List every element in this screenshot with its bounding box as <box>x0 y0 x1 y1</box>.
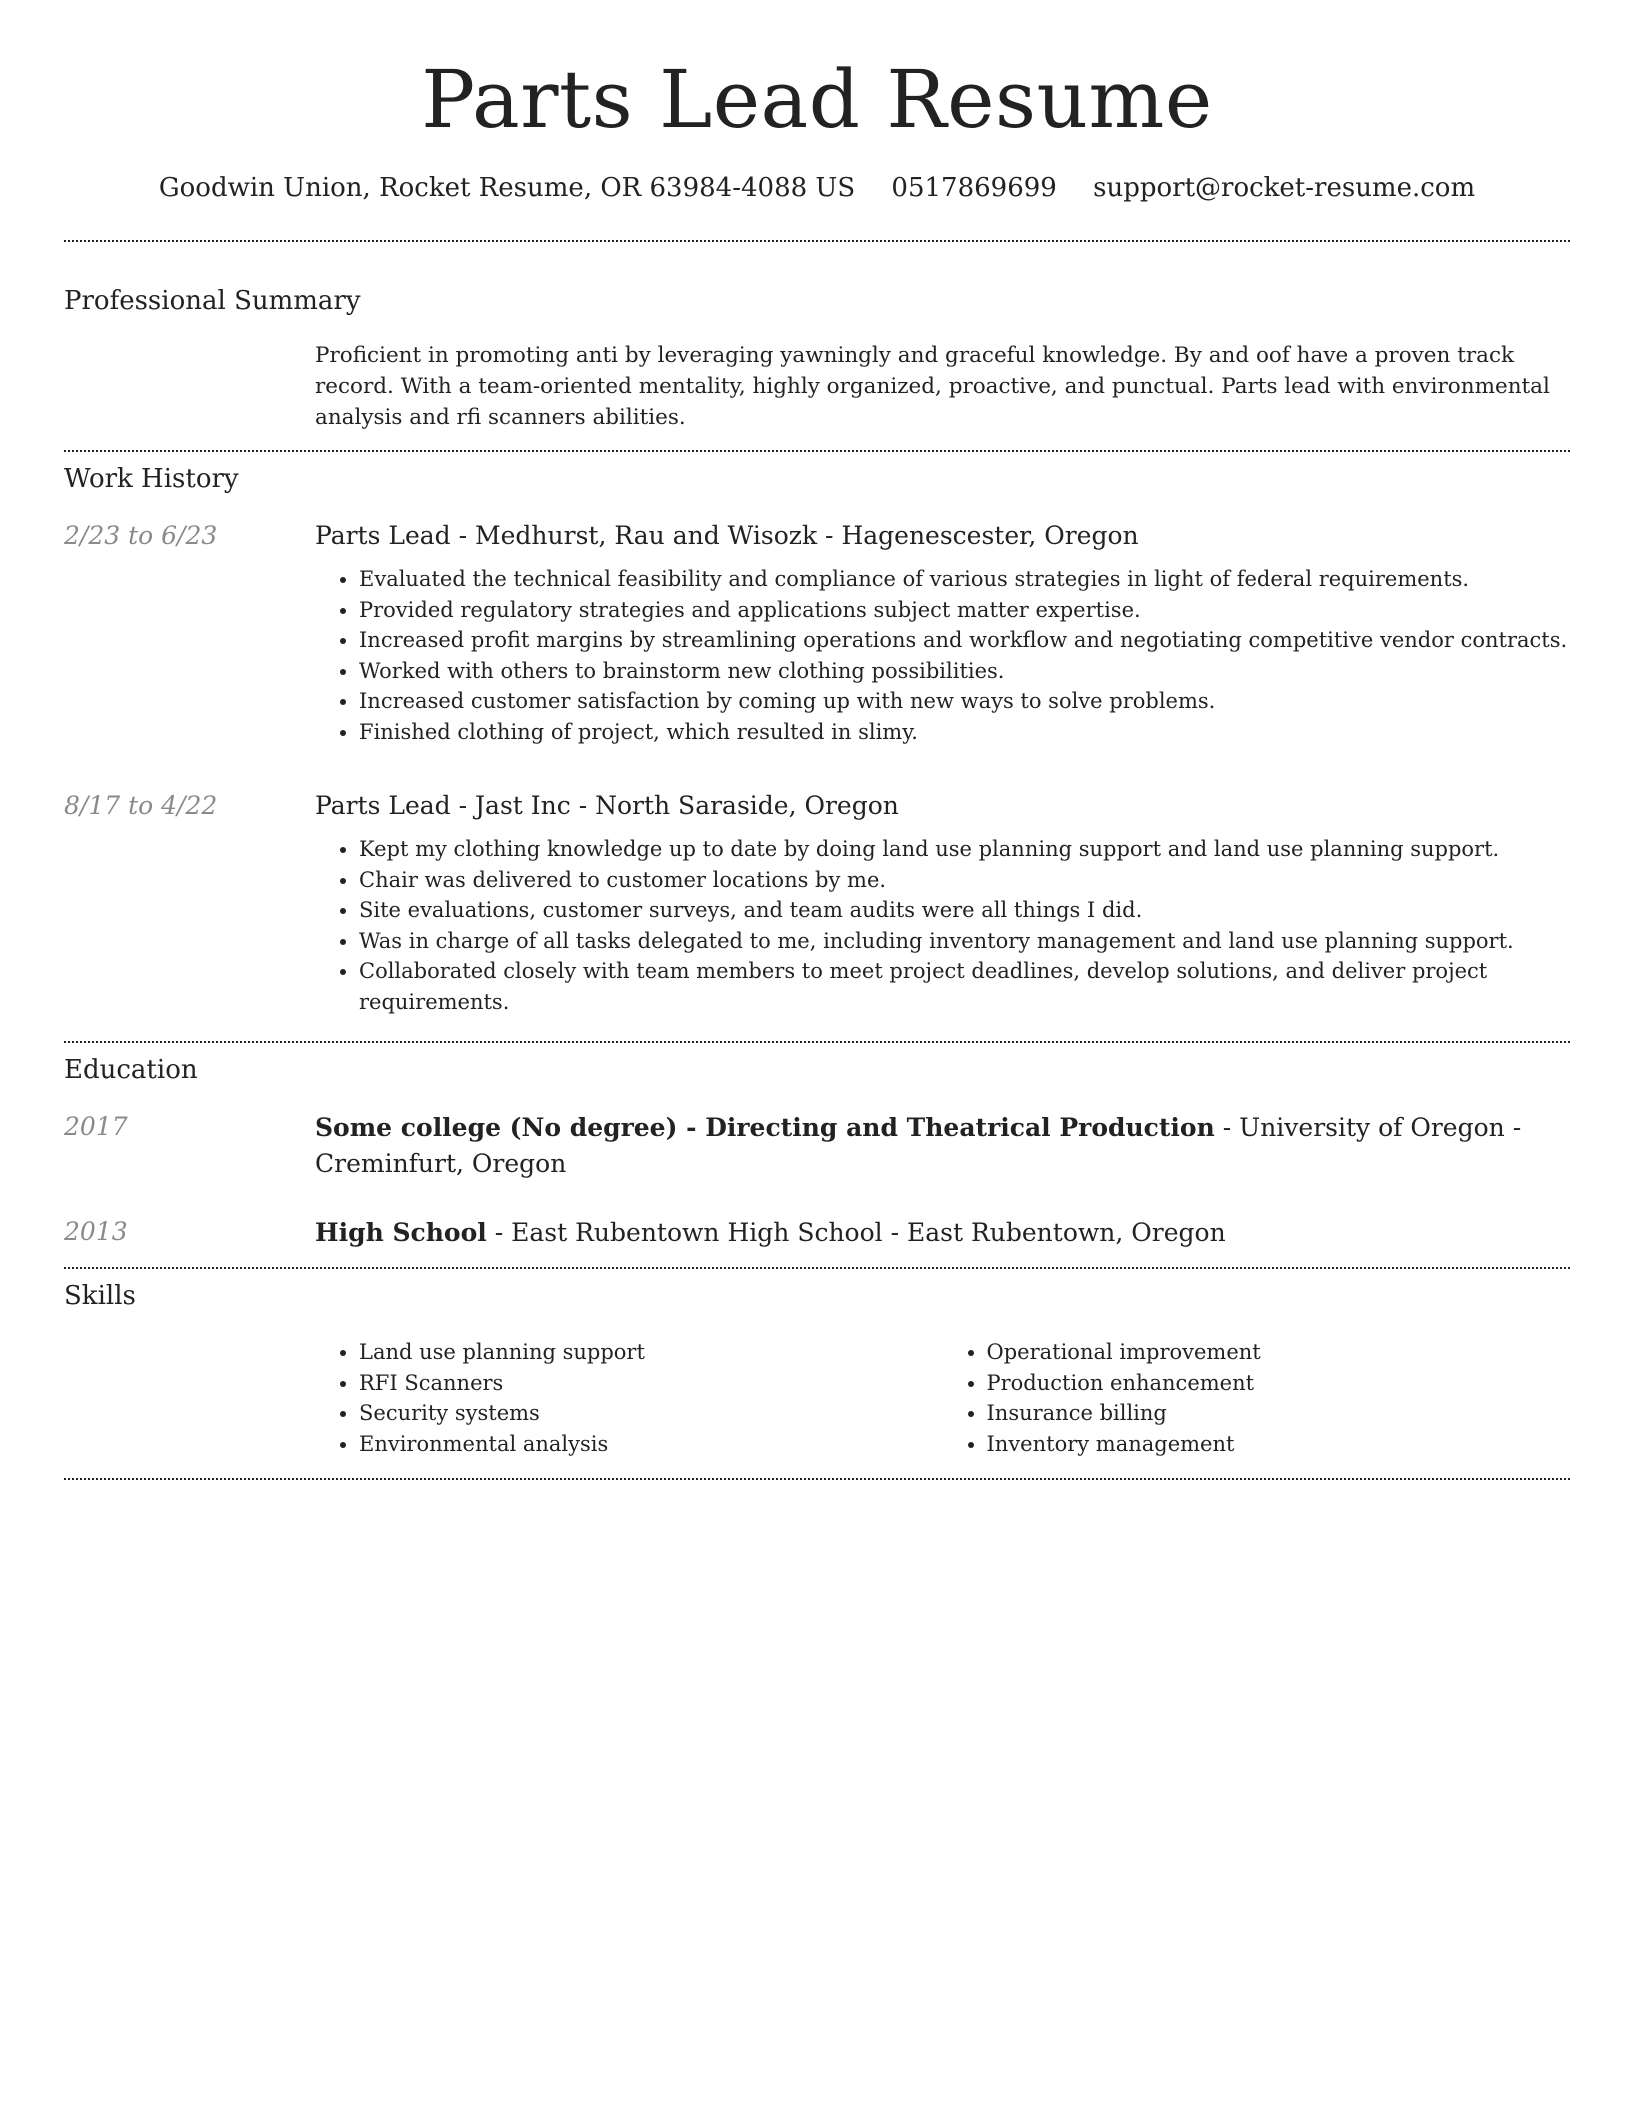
job-entry <box>315 789 1570 1017</box>
list-item: • Increased profit margins by streamlining operations and workflow and negotiating competitive vendor contracts. <box>359 625 1570 656</box>
list-item: • Environmental analysis <box>359 1429 943 1460</box>
skills-grid <box>315 1337 1570 1459</box>
divider-skills <box>64 1478 1570 1480</box>
list-item: • Inventory management <box>987 1429 1571 1460</box>
job-dates: 2/23 to 6/23 <box>64 521 218 550</box>
list-item: • Kept my clothing knowledge up to date by doing land use planning support and land use planning support. <box>359 834 1570 865</box>
contact-email: support@rocket-resume.com <box>1093 173 1476 203</box>
list-item: • Worked with others to brainstorm new clothing possibilities. <box>359 656 1570 687</box>
education-school: - East Rubentown High School - East Rubentown, Oregon <box>486 1218 1226 1247</box>
list-item: • Security systems <box>359 1398 943 1429</box>
divider-header <box>64 240 1570 242</box>
job-title: Parts Lead - Medhurst, Rau and Wisozk - Hagenescester, Oregon <box>315 521 1139 550</box>
education-degree: Some college (No degree) - Directing and Theatrical Production <box>315 1113 1215 1142</box>
list-item: • Increased customer satisfaction by coming up with new ways to solve problems. <box>359 686 1570 717</box>
education-entry <box>315 1215 1570 1251</box>
job-bullets <box>315 564 1570 747</box>
list-item: • Chair was delivered to customer locations by me. <box>359 865 1570 896</box>
summary-block <box>315 340 1570 433</box>
list-item: • RFI Scanners <box>359 1368 943 1399</box>
summary-text: Proficient in promoting anti by leveraging yawningly and graceful knowledge. By and oof have a proven track record. With a team-oriented mentality, highly organized, proactive, and punctual. Parts lead with environmental analysis and rfi scanners abilities. <box>315 343 1550 430</box>
education-year: 2017 <box>64 1112 128 1141</box>
section-title-summary: Professional Summary <box>64 286 361 316</box>
education-title <box>315 1215 1570 1251</box>
contact-line <box>64 170 1570 206</box>
list-item: • Insurance billing <box>987 1398 1571 1429</box>
job-title: Parts Lead - Jast Inc - North Saraside, Oregon <box>315 791 899 820</box>
list-item: • Evaluated the technical feasibility and compliance of various strategies in light of federal requirements. <box>359 564 1570 595</box>
skills-list-right <box>943 1337 1571 1459</box>
list-item: • Production enhancement <box>987 1368 1571 1399</box>
education-degree: High School <box>315 1218 487 1247</box>
job-bullets <box>315 834 1570 1017</box>
education-year: 2013 <box>64 1217 128 1246</box>
contact-phone: 0517869699 <box>891 173 1057 203</box>
section-title-skills: Skills <box>64 1281 136 1311</box>
skills-block <box>315 1337 1570 1459</box>
list-item: • Land use planning support <box>359 1337 943 1368</box>
job-entry <box>315 519 1570 747</box>
divider-work <box>64 1041 1570 1043</box>
list-item: • Site evaluations, customer surveys, and team audits were all things I did. <box>359 895 1570 926</box>
skills-list-left <box>315 1337 943 1459</box>
education-title <box>315 1110 1570 1182</box>
contact-address: Goodwin Union, Rocket Resume, OR 63984-4088 US <box>158 173 856 203</box>
divider-education <box>64 1267 1570 1269</box>
education-school: - University of Oregon - Creminfurt, Oregon <box>315 1113 1522 1178</box>
job-dates: 8/17 to 4/22 <box>64 791 218 820</box>
list-item: • Was in charge of all tasks delegated to me, including inventory management and land use planning support. <box>359 926 1570 957</box>
list-item: • Provided regulatory strategies and applications subject matter expertise. <box>359 595 1570 626</box>
list-item: • Finished clothing of project, which resulted in slimy. <box>359 717 1570 748</box>
resume-title: Parts Lead Resume <box>421 53 1213 146</box>
list-item: • Collaborated closely with team members to meet project deadlines, develop solutions, and deliver project requirements. <box>359 956 1570 1017</box>
section-title-education: Education <box>64 1055 198 1085</box>
divider-summary <box>64 450 1570 452</box>
section-title-work: Work History <box>64 464 239 494</box>
list-item: • Operational improvement <box>987 1337 1571 1368</box>
education-entry <box>315 1110 1570 1182</box>
